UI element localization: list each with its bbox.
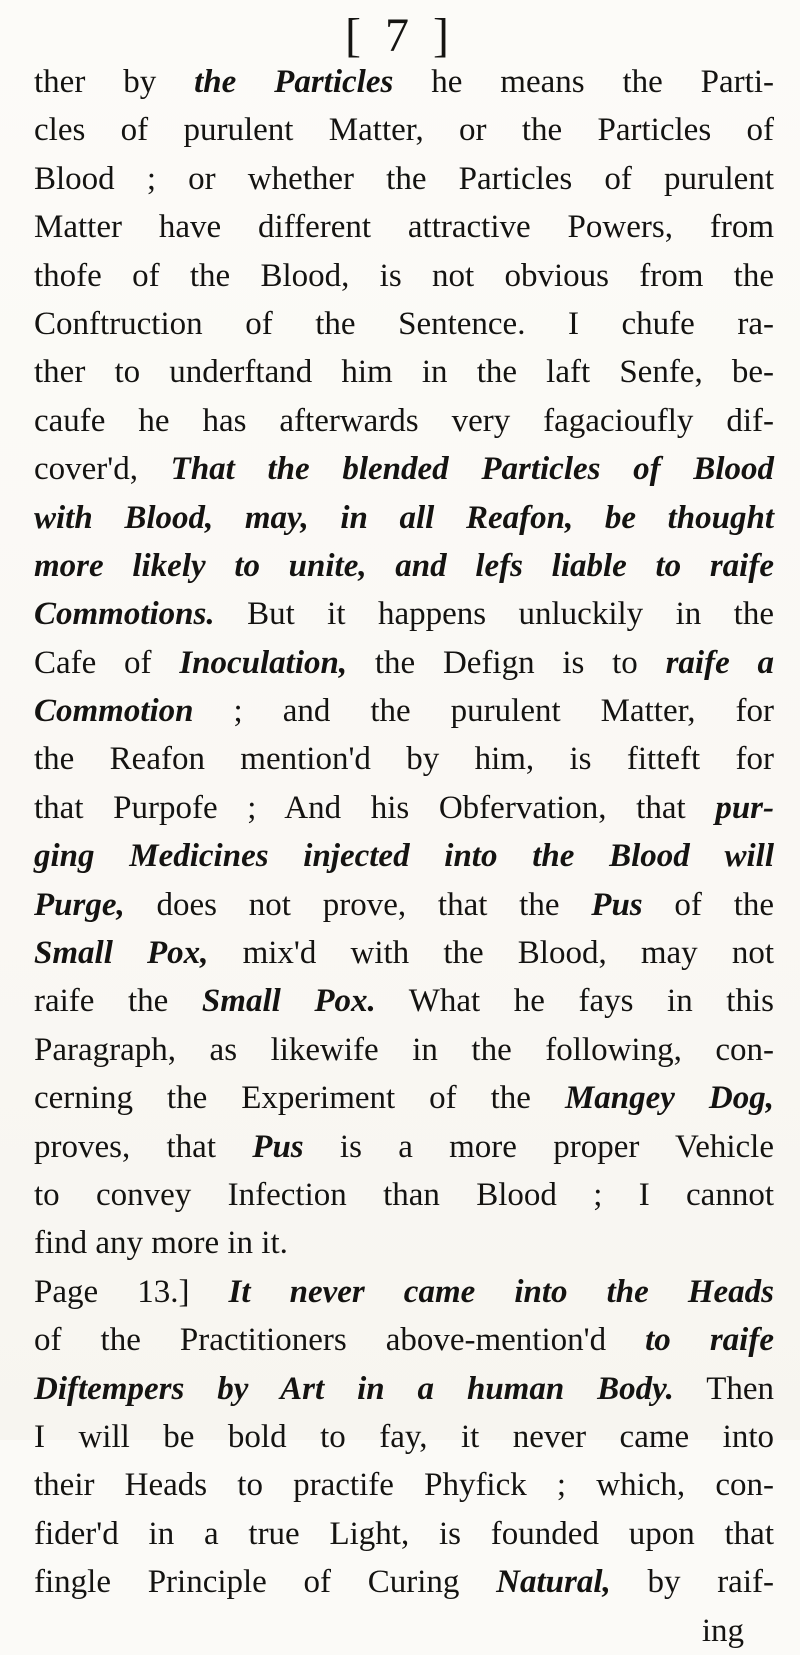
italic-text: Diftempers by Art in a human Body.: [34, 1370, 674, 1407]
text-segment: fider'd in a true Light, is founded upon that: [34, 1515, 774, 1552]
text-line: [34, 1316, 774, 1364]
italic-text: the Particles: [194, 64, 394, 100]
text-segment: Page 13.]: [34, 1273, 229, 1310]
italic-text: Purge,: [34, 886, 125, 923]
text-segment: their Heads to practife Phyfick ; which, con-: [34, 1467, 774, 1504]
text-segment: ther by: [34, 64, 195, 100]
text-segment: Matter have different attractive Powers, from: [34, 209, 774, 246]
italic-text: It never came into the Heads: [228, 1273, 774, 1310]
italic-text: Pus: [591, 886, 643, 923]
text-segment: Cafe of: [34, 644, 180, 681]
text-segment: mix'd with the Blood, may not: [208, 935, 774, 972]
italic-text: with Blood, may, in all Reafon, be thought: [34, 499, 774, 536]
text-segment: cover'd,: [34, 451, 171, 488]
text-segment: to convey Infection than Blood ; I cannot: [34, 1176, 774, 1213]
text-segment: he means the Parti-: [393, 64, 774, 100]
text-line: [34, 1558, 774, 1606]
text-line: [34, 929, 774, 977]
text-line: [34, 1171, 774, 1219]
italic-text: Natural,: [496, 1564, 611, 1601]
text-line: [34, 300, 774, 348]
italic-text: more likely to unite, and lefs liable to raife: [34, 547, 774, 584]
text-segment: I will be bold to fay, it never came into: [34, 1418, 774, 1455]
text-line: [34, 784, 774, 832]
text-line: [34, 1074, 774, 1122]
text-line: [34, 252, 774, 300]
text-line: [34, 58, 774, 106]
text-line: [34, 977, 774, 1025]
text-line: [34, 445, 774, 493]
text-line: [34, 881, 774, 929]
text-segment: Conftruction of the Sentence. I chufe ra-: [34, 305, 774, 342]
text-segment: is a more proper Vehicle: [303, 1128, 774, 1165]
text-segment: ; and the purulent Matter, for: [193, 693, 774, 730]
body-text: [34, 58, 774, 1655]
text-segment: caufe he has afterwards very fagacioufly dif-: [34, 402, 774, 439]
italic-text: raife a: [665, 644, 774, 681]
text-line: [34, 1026, 774, 1074]
text-line: [34, 687, 774, 735]
page-number: [ 7 ]: [345, 9, 455, 62]
text-line: [34, 1365, 774, 1413]
text-line: [34, 1219, 774, 1267]
text-segment: does not prove, that the: [124, 886, 592, 923]
text-segment: proves, that: [34, 1128, 253, 1165]
text-line: [34, 832, 774, 880]
text-line: [34, 397, 774, 445]
text-segment: find any more in it.: [34, 1225, 288, 1262]
text-line: [34, 494, 774, 542]
text-segment: fingle Principle of Curing: [34, 1564, 497, 1601]
italic-text: Commotion: [34, 693, 194, 730]
text-segment: that Purpofe ; And his Obfervation, that: [34, 789, 716, 826]
text-segment: cerning the Experiment of the: [34, 1080, 565, 1117]
text-segment: But it happens unluckily in the: [214, 596, 774, 633]
italic-text: Small Pox.: [201, 983, 376, 1020]
italic-text: pur-: [715, 789, 774, 826]
text-segment: by raif-: [610, 1564, 774, 1601]
text-line: [34, 155, 774, 203]
text-segment: the Reafon mention'd by him, is fitteft for: [34, 741, 774, 778]
text-line: [34, 542, 774, 590]
text-line: [34, 1510, 774, 1558]
text-line: [34, 639, 774, 687]
text-line: [34, 348, 774, 396]
text-line: [34, 106, 774, 154]
text-segment: cles of purulent Matter, or the Particles of: [34, 112, 774, 149]
text-line: [34, 1123, 774, 1171]
text-segment: thofe of the Blood, is not obvious from the: [34, 257, 774, 294]
italic-text: Pus: [252, 1128, 304, 1165]
text-line: [34, 1413, 774, 1461]
text-line: [34, 1268, 774, 1316]
text-segment: ing: [701, 1612, 744, 1649]
text-line: [34, 735, 774, 783]
text-segment: What he fays in this: [375, 983, 774, 1020]
text-segment: Paragraph, as likewife in the following, con-: [34, 1031, 774, 1068]
italic-text: Commotions.: [34, 596, 215, 633]
text-line: [34, 590, 774, 638]
text-segment: Then: [673, 1370, 774, 1407]
text-line: [34, 203, 774, 251]
text-line: [34, 1607, 774, 1655]
text-segment: the Defign is to: [347, 644, 666, 681]
italic-text: That the blended Particles of Blood: [170, 451, 774, 488]
text-line: [34, 1461, 774, 1509]
italic-text: ging Medicines injected into the Blood will: [34, 838, 774, 875]
text-segment: of the Practitioners above-mention'd: [34, 1322, 646, 1359]
text-segment: of the: [642, 886, 775, 923]
text-segment: Blood ; or whether the Particles of purulent: [34, 160, 774, 197]
italic-text: Inoculation,: [179, 644, 348, 681]
text-segment: ther to underftand him in the laft Senfe, be-: [34, 354, 774, 391]
italic-text: to raife: [645, 1322, 774, 1359]
italic-text: Mangey Dog,: [564, 1080, 774, 1117]
text-segment: raife the: [34, 983, 202, 1020]
italic-text: Small Pox,: [34, 935, 209, 972]
